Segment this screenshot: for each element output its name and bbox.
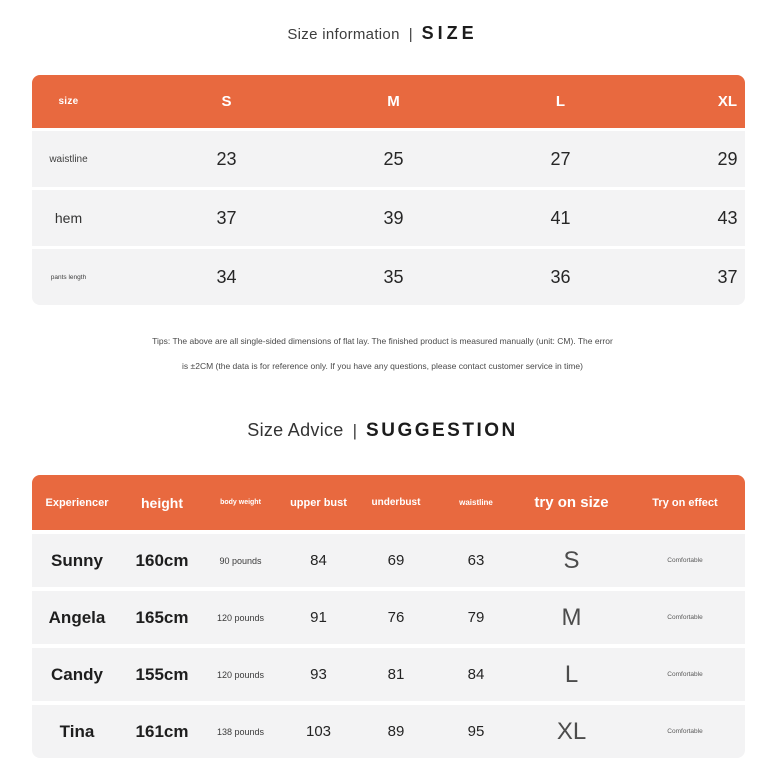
row-label-waistline: waistline — [49, 153, 88, 165]
advice-row-sunny — [32, 534, 745, 587]
advice-row-tina — [32, 705, 745, 758]
pants-length-m: 35 — [383, 266, 404, 287]
size-row-hem — [32, 190, 745, 246]
experiencer-underbust: 76 — [387, 609, 405, 626]
advice-row-angela — [32, 591, 745, 644]
experiencer-weight: 120 pounds — [216, 612, 265, 623]
waistline-m: 25 — [383, 148, 404, 169]
row-label-hem: hem — [54, 210, 83, 226]
tips-line-2: is ±2CM (the data is for reference only. If you have any questions, please contact customer service in time) — [182, 361, 583, 371]
size-title-caps: SIZE — [421, 23, 478, 43]
experiencer-height: 161cm — [135, 721, 189, 741]
advice-table — [32, 475, 745, 758]
experiencer-waistline: 95 — [467, 723, 485, 740]
hem-xl: 43 — [717, 207, 738, 228]
experiencer-waistline: 84 — [467, 666, 485, 683]
size-header-m: M — [387, 93, 400, 110]
header-body-weight: body weight — [220, 499, 261, 506]
try-on-size: M — [561, 603, 582, 631]
try-on-effect: Comfortable — [667, 728, 703, 735]
size-header-xl: XL — [717, 93, 738, 110]
title-separator: | — [352, 421, 358, 440]
header-waistline: waistline — [459, 498, 493, 507]
experiencer-height: 155cm — [135, 664, 189, 684]
size-row-pants-length — [32, 249, 745, 305]
hem-l: 41 — [550, 207, 571, 228]
experiencer-name: Sunny — [51, 550, 103, 570]
experiencer-name: Tina — [59, 721, 95, 741]
waistline-xl: 29 — [717, 148, 738, 169]
hem-m: 39 — [383, 207, 404, 228]
experiencer-weight: 90 pounds — [219, 555, 262, 566]
size-header-l: L — [555, 93, 566, 110]
header-experiencer: Experiencer — [45, 496, 109, 509]
try-on-size: L — [564, 660, 579, 688]
header-try-on-effect: Try on effect — [652, 496, 718, 509]
experiencer-upper-bust: 93 — [310, 666, 327, 683]
header-upper-bust: upper bust — [290, 496, 347, 509]
size-header-label: size — [58, 96, 79, 107]
size-table-header — [32, 75, 745, 128]
try-on-size: XL — [556, 717, 587, 745]
header-underbust: underbust — [371, 497, 421, 508]
experiencer-upper-bust: 91 — [310, 609, 327, 626]
experiencer-upper-bust: 103 — [305, 723, 332, 740]
measurement-tips — [0, 329, 765, 379]
advice-title-text: Size Advice — [247, 420, 344, 440]
try-on-effect: Comfortable — [667, 671, 703, 678]
experiencer-weight: 120 pounds — [216, 669, 265, 680]
experiencer-height: 165cm — [135, 607, 189, 627]
advice-title-caps: SUGGESTION — [366, 420, 518, 441]
header-height: height — [141, 494, 183, 511]
size-row-waistline — [32, 131, 745, 187]
advice-section-title — [0, 417, 765, 445]
experiencer-waistline: 79 — [467, 609, 485, 626]
try-on-size: S — [563, 546, 580, 574]
waistline-l: 27 — [550, 148, 571, 169]
size-table — [32, 75, 745, 305]
experiencer-height: 160cm — [135, 550, 189, 570]
hem-s: 37 — [216, 207, 237, 228]
waistline-s: 23 — [216, 148, 237, 169]
experiencer-name: Angela — [48, 607, 106, 627]
pants-length-xl: 37 — [717, 266, 738, 287]
pants-length-s: 34 — [216, 266, 237, 287]
experiencer-name: Candy — [51, 664, 103, 684]
title-separator: | — [408, 26, 413, 43]
row-label-pants-length: pants length — [50, 273, 87, 281]
experiencer-underbust: 81 — [387, 666, 405, 683]
experiencer-waistline: 63 — [467, 552, 485, 569]
try-on-effect: Comfortable — [667, 614, 703, 621]
experiencer-upper-bust: 84 — [310, 552, 327, 569]
tips-line-1: Tips: The above are all single-sided dimensions of flat lay. The finished product is measured manually (unit: CM). The error — [152, 336, 613, 346]
pants-length-l: 36 — [550, 266, 571, 287]
try-on-effect: Comfortable — [667, 557, 703, 564]
size-header-s: S — [221, 93, 232, 110]
experiencer-underbust: 89 — [387, 723, 405, 740]
header-try-on-size: try on size — [534, 494, 609, 511]
size-section-title — [0, 22, 765, 46]
experiencer-underbust: 69 — [387, 552, 405, 569]
size-title-text: Size information — [287, 26, 400, 43]
advice-table-header — [32, 475, 745, 530]
advice-row-candy — [32, 648, 745, 701]
experiencer-weight: 138 pounds — [216, 726, 265, 737]
